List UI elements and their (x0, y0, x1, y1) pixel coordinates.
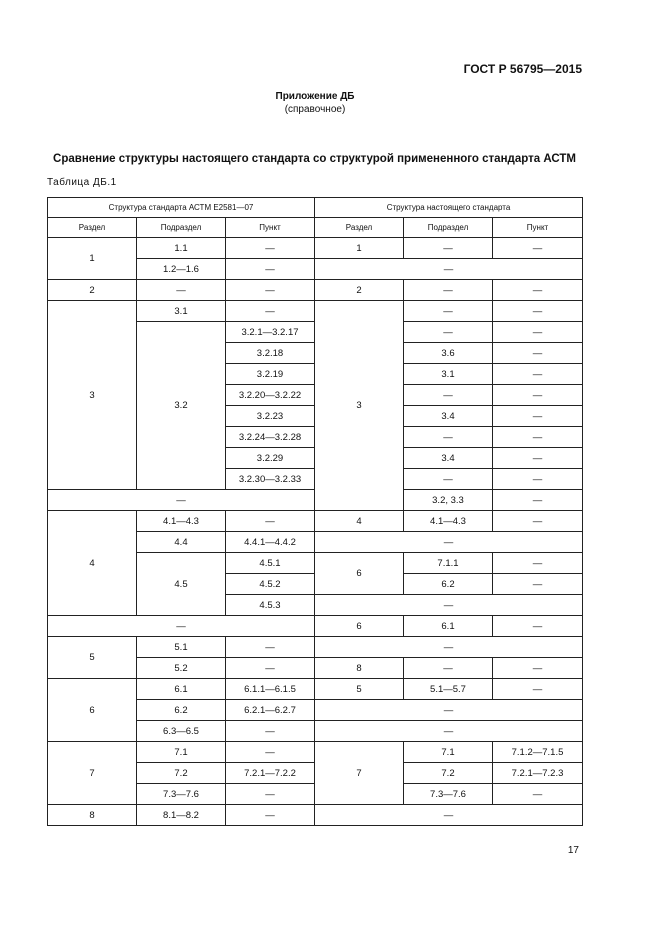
column-header-row (48, 218, 583, 238)
column-header: Пункт (493, 218, 583, 238)
table-cell: — (493, 280, 583, 301)
table-cell: — (493, 490, 583, 511)
table-row (48, 616, 583, 637)
table-cell: 8.1—8.2 (137, 805, 226, 826)
table-cell: 1 (48, 238, 137, 280)
table-cell: 7.1.2—7.1.5 (493, 742, 583, 763)
table-cell: — (48, 490, 315, 511)
table-row (48, 511, 583, 532)
table-cell: 6.1 (137, 679, 226, 700)
table-row (48, 637, 583, 658)
column-header: Раздел (315, 218, 404, 238)
table-row (48, 301, 583, 322)
appendix-heading (0, 90, 630, 116)
table-cell: — (493, 553, 583, 574)
table-label: Таблица ДБ.1 (47, 177, 117, 188)
table-cell: 3.2.24—3.2.28 (226, 427, 315, 448)
table-cell: 7 (315, 742, 404, 805)
table-cell: — (493, 784, 583, 805)
table-cell: 5.1 (137, 637, 226, 658)
table-cell: 6 (315, 553, 404, 595)
table-cell: 3.2, 3.3 (404, 490, 493, 511)
table-cell: 6.1.1—6.1.5 (226, 679, 315, 700)
table-cell: 7.3—7.6 (404, 784, 493, 805)
table-cell: — (315, 259, 583, 280)
table-cell: — (226, 511, 315, 532)
table-cell: — (315, 532, 583, 553)
table-cell: 7.2 (404, 763, 493, 784)
table-row (48, 742, 583, 763)
table-cell: 4.5 (137, 553, 226, 616)
table-row (48, 679, 583, 700)
table-cell: 8 (315, 658, 404, 679)
table-cell: 3.2.20—3.2.22 (226, 385, 315, 406)
table-cell: — (226, 637, 315, 658)
table-cell: — (226, 259, 315, 280)
table-cell: 7.1.1 (404, 553, 493, 574)
table-cell: — (493, 343, 583, 364)
table-cell: — (493, 364, 583, 385)
table-cell: — (493, 511, 583, 532)
table-cell: — (404, 385, 493, 406)
table-cell: 4.5.3 (226, 595, 315, 616)
table-cell: 7 (48, 742, 137, 805)
table-cell: 3.4 (404, 448, 493, 469)
table-cell: — (493, 679, 583, 700)
table-cell: 4.4.1—4.4.2 (226, 532, 315, 553)
table-cell: — (315, 637, 583, 658)
table-cell: 1 (315, 238, 404, 259)
table-cell: 2 (315, 280, 404, 301)
table-cell: — (404, 238, 493, 259)
table-cell: 5.2 (137, 658, 226, 679)
table-cell: 6.2 (404, 574, 493, 595)
table-cell: 5 (48, 637, 137, 679)
table-cell: — (137, 280, 226, 301)
table-cell: 3.1 (404, 364, 493, 385)
group-header-astm: Структура стандарта АСТМ Е2581—07 (48, 198, 315, 218)
table-cell: — (493, 322, 583, 343)
table-cell: — (404, 658, 493, 679)
table-cell: — (404, 469, 493, 490)
table-cell: — (493, 658, 583, 679)
table-cell: 4.4 (137, 532, 226, 553)
table-cell: — (493, 448, 583, 469)
table-cell: 7.2.1—7.2.3 (493, 763, 583, 784)
table-cell: — (493, 616, 583, 637)
table-cell: 6 (315, 616, 404, 637)
column-header: Подраздел (404, 218, 493, 238)
column-header: Пункт (226, 218, 315, 238)
table-cell: — (493, 385, 583, 406)
table-cell: — (226, 721, 315, 742)
table-cell: 1.2—1.6 (137, 259, 226, 280)
table-cell: 1.1 (137, 238, 226, 259)
comparison-table (47, 197, 583, 826)
table-cell: 6 (48, 679, 137, 742)
table-cell: — (404, 301, 493, 322)
table-cell: — (315, 595, 583, 616)
table-cell: 7.2.1—7.2.2 (226, 763, 315, 784)
table-cell: — (226, 301, 315, 322)
table-cell: 4 (48, 511, 137, 616)
table-cell: — (493, 469, 583, 490)
table-cell: 6.3—6.5 (137, 721, 226, 742)
table-cell: — (315, 721, 583, 742)
table-cell: — (493, 238, 583, 259)
table-cell: — (226, 238, 315, 259)
table-cell: 3.2.18 (226, 343, 315, 364)
table-cell: — (226, 805, 315, 826)
table-cell: — (493, 427, 583, 448)
table-cell: 6.2.1—6.2.7 (226, 700, 315, 721)
table-cell: 3.1 (137, 301, 226, 322)
table-cell: 4.1—4.3 (404, 511, 493, 532)
table-cell: 6.2 (137, 700, 226, 721)
table-cell: 3.2.30—3.2.33 (226, 469, 315, 490)
table-cell: 5.1—5.7 (404, 679, 493, 700)
table-row (48, 238, 583, 259)
table-cell: 7.1 (137, 742, 226, 763)
table-cell: — (315, 805, 583, 826)
table-cell: — (404, 322, 493, 343)
table-cell: 6.1 (404, 616, 493, 637)
appendix-title: Приложение ДБ (275, 91, 355, 102)
appendix-subtitle: (справочное) (284, 104, 346, 115)
page-number: 17 (567, 845, 579, 856)
table-cell: 3.6 (404, 343, 493, 364)
table-cell: 4.5.1 (226, 553, 315, 574)
column-header: Раздел (48, 218, 137, 238)
table-cell: 3.2.19 (226, 364, 315, 385)
table-row (48, 805, 583, 826)
table-cell: — (315, 700, 583, 721)
table-cell: 7.2 (137, 763, 226, 784)
table-cell: — (226, 742, 315, 763)
table-cell: — (493, 301, 583, 322)
table-cell: — (226, 280, 315, 301)
table-cell: 7.3—7.6 (137, 784, 226, 805)
section-heading: Сравнение структуры настоящего стандарта со структурой примененного стандарта АСТМ (53, 153, 576, 165)
column-header: Подраздел (137, 218, 226, 238)
table-cell: — (493, 574, 583, 595)
table-cell: 4.5.2 (226, 574, 315, 595)
table-cell: 5 (315, 679, 404, 700)
table-cell: 4 (315, 511, 404, 532)
table-cell: 3.2.29 (226, 448, 315, 469)
table-row (48, 280, 583, 301)
group-header-row (48, 198, 583, 218)
table-cell: 3 (48, 301, 137, 490)
table-cell: — (226, 658, 315, 679)
group-header-this: Структура настоящего стандарта (315, 198, 583, 218)
table-cell: — (404, 280, 493, 301)
document-code: ГОСТ Р 56795—2015 (463, 62, 582, 76)
table-cell: 4.1—4.3 (137, 511, 226, 532)
table-cell: 3.4 (404, 406, 493, 427)
table-cell: 8 (48, 805, 137, 826)
table-cell: 7.1 (404, 742, 493, 763)
table-cell: 3.2.1—3.2.17 (226, 322, 315, 343)
table-cell: — (48, 616, 315, 637)
table-cell: 2 (48, 280, 137, 301)
table-cell: 3 (315, 301, 404, 511)
table-cell: — (404, 427, 493, 448)
table-cell: 3.2.23 (226, 406, 315, 427)
table-cell: — (226, 784, 315, 805)
table-cell: 3.2 (137, 322, 226, 490)
table-cell: — (493, 406, 583, 427)
